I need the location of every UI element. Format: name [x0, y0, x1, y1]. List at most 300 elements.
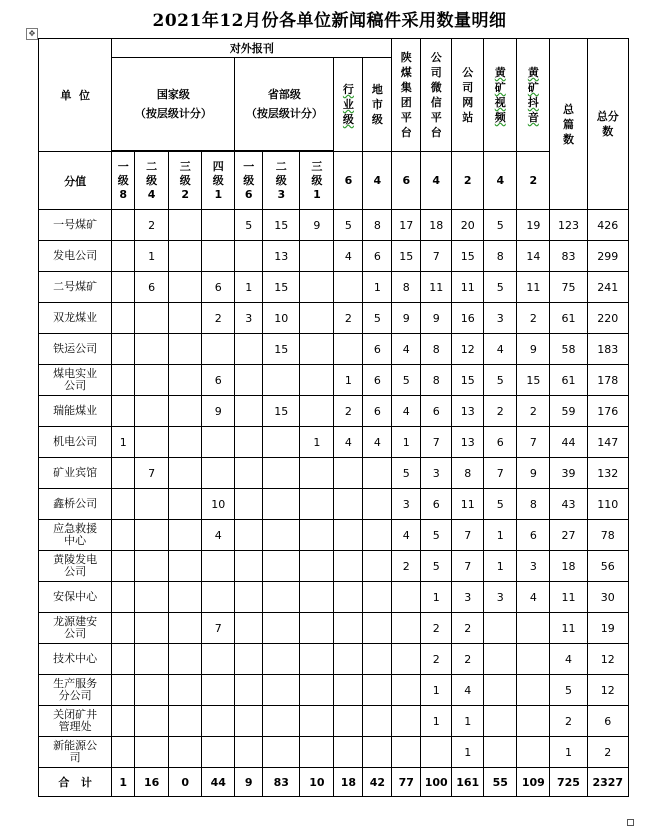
value-cell: 78: [587, 520, 628, 551]
unit-name-cell: 铁运公司: [39, 334, 112, 365]
value-cell: [392, 737, 421, 768]
value-cell: [484, 675, 517, 706]
value-cell: [300, 706, 334, 737]
value-cell: [334, 675, 363, 706]
table-resize-handle[interactable]: [627, 819, 634, 826]
total-cell: 2327: [587, 768, 628, 797]
value-cell: [135, 303, 169, 334]
value-cell: [112, 489, 135, 520]
value-cell: 1: [363, 272, 392, 303]
value-cell: [135, 675, 169, 706]
shaanmei-header: 陕 煤 集 团 平 台: [392, 39, 421, 152]
value-cell: [484, 737, 517, 768]
score-cell: 4: [484, 152, 517, 210]
score-cell: 四 级 1: [202, 152, 235, 210]
score-cell: 二 级 3: [263, 152, 300, 210]
value-cell: 183: [587, 334, 628, 365]
value-cell: 3: [421, 458, 452, 489]
value-cell: 3: [484, 582, 517, 613]
value-cell: 2: [202, 303, 235, 334]
provincial-header: 省部级 （按层级计分）: [235, 58, 334, 151]
value-cell: [263, 644, 300, 675]
value-cell: [169, 334, 202, 365]
value-cell: 110: [587, 489, 628, 520]
value-cell: [169, 737, 202, 768]
value-cell: [169, 365, 202, 396]
score-cell: 6: [392, 152, 421, 210]
value-cell: 2: [587, 737, 628, 768]
value-cell: 220: [587, 303, 628, 334]
value-cell: 2: [334, 396, 363, 427]
value-cell: [392, 582, 421, 613]
value-cell: [169, 489, 202, 520]
value-cell: [300, 613, 334, 644]
table-row: [39, 210, 629, 241]
value-cell: [135, 334, 169, 365]
value-cell: [300, 334, 334, 365]
value-cell: [235, 520, 263, 551]
value-cell: [263, 737, 300, 768]
total-label: 合 计: [39, 768, 112, 797]
table-row: [39, 241, 629, 272]
value-cell: 6: [363, 241, 392, 272]
total-cell: 0: [169, 768, 202, 797]
value-cell: 4: [392, 334, 421, 365]
value-cell: 123: [550, 210, 587, 241]
value-cell: 3: [452, 582, 484, 613]
value-cell: 7: [484, 458, 517, 489]
unit-name-cell: 安保中心: [39, 582, 112, 613]
value-cell: 6: [587, 706, 628, 737]
value-cell: 4: [363, 427, 392, 458]
score-cell: 三 级 2: [169, 152, 202, 210]
value-cell: 176: [587, 396, 628, 427]
value-cell: 4: [550, 644, 587, 675]
value-cell: 6: [363, 365, 392, 396]
value-cell: [363, 582, 392, 613]
value-cell: [263, 551, 300, 582]
score-cell: 一 级 8: [112, 152, 135, 210]
value-cell: 13: [263, 241, 300, 272]
value-cell: [334, 551, 363, 582]
value-cell: [235, 675, 263, 706]
value-cell: [169, 396, 202, 427]
table-row: [39, 520, 629, 551]
value-cell: [300, 644, 334, 675]
value-cell: 2: [135, 210, 169, 241]
value-cell: [363, 613, 392, 644]
table-row: [39, 334, 629, 365]
value-cell: 83: [550, 241, 587, 272]
value-cell: [334, 737, 363, 768]
value-cell: 7: [517, 427, 550, 458]
value-cell: 7: [421, 241, 452, 272]
unit-name-cell: 煤电实业 公司: [39, 365, 112, 396]
value-cell: 426: [587, 210, 628, 241]
value-cell: 7: [202, 613, 235, 644]
value-cell: [263, 675, 300, 706]
value-cell: 8: [517, 489, 550, 520]
table-row: [39, 582, 629, 613]
value-cell: 6: [363, 334, 392, 365]
value-cell: [392, 706, 421, 737]
value-cell: [169, 272, 202, 303]
value-cell: [202, 458, 235, 489]
value-cell: 8: [363, 210, 392, 241]
value-cell: [135, 582, 169, 613]
industry-header: 行 业 级: [334, 58, 363, 152]
value-cell: [517, 675, 550, 706]
unit-name-cell: 黄陵发电 公司: [39, 551, 112, 582]
table-row: [39, 737, 629, 768]
total-count-header: 总 篇 数: [550, 39, 587, 210]
value-cell: 4: [202, 520, 235, 551]
value-cell: 16: [452, 303, 484, 334]
value-cell: [235, 613, 263, 644]
value-cell: 13: [452, 396, 484, 427]
value-cell: 2: [452, 644, 484, 675]
value-cell: [235, 241, 263, 272]
value-cell: 6: [202, 365, 235, 396]
value-cell: [202, 737, 235, 768]
value-cell: [112, 737, 135, 768]
table-move-handle-icon[interactable]: ✥: [26, 28, 38, 40]
value-cell: 5: [484, 489, 517, 520]
value-cell: [363, 520, 392, 551]
value-cell: [235, 427, 263, 458]
value-cell: [421, 737, 452, 768]
table-row: [39, 396, 629, 427]
value-cell: 5: [484, 365, 517, 396]
value-cell: [300, 365, 334, 396]
score-row: [39, 152, 629, 210]
value-cell: [112, 644, 135, 675]
value-cell: 2: [334, 303, 363, 334]
value-cell: [112, 706, 135, 737]
value-cell: 9: [300, 210, 334, 241]
external-header: 对外报刊: [112, 39, 392, 58]
score-cell: 2: [452, 152, 484, 210]
score-row-label: 分值: [39, 152, 112, 210]
value-cell: [334, 706, 363, 737]
value-cell: [202, 241, 235, 272]
total-cell: 44: [202, 768, 235, 797]
value-cell: [235, 706, 263, 737]
value-cell: [300, 520, 334, 551]
unit-name-cell: 瑞能煤业: [39, 396, 112, 427]
value-cell: [517, 613, 550, 644]
value-cell: [235, 334, 263, 365]
value-cell: 3: [517, 551, 550, 582]
value-cell: [300, 241, 334, 272]
value-cell: 10: [263, 303, 300, 334]
value-cell: [135, 489, 169, 520]
table-row: [39, 489, 629, 520]
value-cell: 1: [452, 706, 484, 737]
video-header: 黄 矿 视 频: [484, 39, 517, 152]
value-cell: 9: [421, 303, 452, 334]
value-cell: 14: [517, 241, 550, 272]
unit-name-cell: 关闭矿井 管理处: [39, 706, 112, 737]
value-cell: [202, 644, 235, 675]
value-cell: 15: [263, 396, 300, 427]
total-cell: 725: [550, 768, 587, 797]
value-cell: 6: [517, 520, 550, 551]
value-cell: [392, 675, 421, 706]
value-cell: [112, 241, 135, 272]
value-cell: 6: [484, 427, 517, 458]
value-cell: 4: [452, 675, 484, 706]
value-cell: [334, 613, 363, 644]
value-cell: 1: [421, 582, 452, 613]
value-cell: [112, 520, 135, 551]
wechat-header: 公 司 微 信 平 台: [421, 39, 452, 152]
value-cell: 9: [392, 303, 421, 334]
value-cell: [363, 551, 392, 582]
value-cell: [202, 675, 235, 706]
value-cell: [169, 613, 202, 644]
value-cell: 132: [587, 458, 628, 489]
value-cell: 5: [484, 210, 517, 241]
value-cell: [300, 737, 334, 768]
value-cell: [263, 706, 300, 737]
value-cell: 4: [334, 241, 363, 272]
value-cell: 2: [517, 303, 550, 334]
value-cell: [235, 737, 263, 768]
value-cell: 2: [421, 613, 452, 644]
value-cell: 7: [452, 551, 484, 582]
total-cell: 161: [452, 768, 484, 797]
unit-name-cell: 发电公司: [39, 241, 112, 272]
value-cell: [112, 334, 135, 365]
value-cell: 6: [363, 396, 392, 427]
value-cell: [334, 644, 363, 675]
table-row: [39, 706, 629, 737]
value-cell: 59: [550, 396, 587, 427]
value-cell: [135, 644, 169, 675]
value-cell: [112, 303, 135, 334]
value-cell: [112, 551, 135, 582]
value-cell: 2: [484, 396, 517, 427]
value-cell: 11: [452, 489, 484, 520]
value-cell: 1: [550, 737, 587, 768]
value-cell: 8: [452, 458, 484, 489]
value-cell: [300, 272, 334, 303]
value-cell: [334, 272, 363, 303]
page-title: 2021年12月份各单位新闻稿件采用数量明细: [152, 11, 507, 31]
value-cell: [135, 737, 169, 768]
value-cell: 11: [452, 272, 484, 303]
unit-name-cell: 矿业宾馆: [39, 458, 112, 489]
value-cell: [135, 706, 169, 737]
value-cell: [263, 613, 300, 644]
value-cell: 8: [421, 334, 452, 365]
table-row: [39, 644, 629, 675]
value-cell: 1: [421, 675, 452, 706]
value-cell: 18: [550, 551, 587, 582]
value-cell: 12: [587, 675, 628, 706]
value-cell: [363, 737, 392, 768]
value-cell: [363, 458, 392, 489]
value-cell: [392, 644, 421, 675]
value-cell: 5: [334, 210, 363, 241]
value-cell: 15: [452, 241, 484, 272]
value-cell: 15: [392, 241, 421, 272]
total-cell: 83: [263, 768, 300, 797]
table-row: [39, 675, 629, 706]
value-cell: [235, 644, 263, 675]
value-cell: [202, 427, 235, 458]
score-cell: 三 级 1: [300, 152, 334, 210]
value-cell: 5: [392, 458, 421, 489]
value-cell: 44: [550, 427, 587, 458]
value-cell: 4: [334, 427, 363, 458]
value-cell: 27: [550, 520, 587, 551]
score-cell: 4: [421, 152, 452, 210]
value-cell: 1: [112, 427, 135, 458]
value-cell: [135, 427, 169, 458]
table-row: [39, 272, 629, 303]
value-cell: 61: [550, 365, 587, 396]
value-cell: [334, 582, 363, 613]
value-cell: [517, 737, 550, 768]
value-cell: 8: [392, 272, 421, 303]
value-cell: [263, 489, 300, 520]
value-cell: [112, 272, 135, 303]
unit-name-cell: 生产服务 分公司: [39, 675, 112, 706]
value-cell: [169, 241, 202, 272]
value-cell: [202, 706, 235, 737]
value-cell: 15: [452, 365, 484, 396]
value-cell: 11: [517, 272, 550, 303]
total-score-header: 总分 数: [587, 39, 628, 210]
value-cell: [235, 396, 263, 427]
value-cell: [235, 582, 263, 613]
total-cell: 1: [112, 768, 135, 797]
value-cell: [300, 396, 334, 427]
unit-name-cell: 二号煤矿: [39, 272, 112, 303]
value-cell: 30: [587, 582, 628, 613]
value-cell: 1: [334, 365, 363, 396]
value-cell: [300, 303, 334, 334]
value-cell: [169, 303, 202, 334]
unit-name-cell: 一号煤矿: [39, 210, 112, 241]
value-cell: 19: [517, 210, 550, 241]
value-cell: 10: [202, 489, 235, 520]
value-cell: [169, 675, 202, 706]
total-cell: 109: [517, 768, 550, 797]
value-cell: 15: [263, 210, 300, 241]
value-cell: [334, 489, 363, 520]
value-cell: 75: [550, 272, 587, 303]
value-cell: [263, 582, 300, 613]
value-cell: [112, 458, 135, 489]
value-cell: 5: [392, 365, 421, 396]
value-cell: [363, 706, 392, 737]
value-cell: 5: [421, 520, 452, 551]
value-cell: 178: [587, 365, 628, 396]
total-cell: 100: [421, 768, 452, 797]
unit-name-cell: 龙源建安 公司: [39, 613, 112, 644]
website-header: 公 司 网 站: [452, 39, 484, 152]
value-cell: 3: [484, 303, 517, 334]
value-cell: 11: [550, 582, 587, 613]
value-cell: 58: [550, 334, 587, 365]
value-cell: [112, 365, 135, 396]
value-cell: [235, 365, 263, 396]
value-cell: [169, 458, 202, 489]
value-cell: 11: [550, 613, 587, 644]
value-cell: [363, 644, 392, 675]
value-cell: 147: [587, 427, 628, 458]
total-cell: 9: [235, 768, 263, 797]
value-cell: [235, 551, 263, 582]
value-cell: 2: [517, 396, 550, 427]
value-cell: 12: [452, 334, 484, 365]
value-cell: 9: [202, 396, 235, 427]
value-cell: 299: [587, 241, 628, 272]
value-cell: 15: [263, 334, 300, 365]
value-cell: 39: [550, 458, 587, 489]
value-cell: 13: [452, 427, 484, 458]
value-cell: [484, 613, 517, 644]
value-cell: [263, 427, 300, 458]
value-cell: [112, 675, 135, 706]
value-cell: 11: [421, 272, 452, 303]
table-row: [39, 427, 629, 458]
value-cell: 6: [421, 396, 452, 427]
local-header: 地 市 级: [363, 58, 392, 152]
value-cell: [169, 582, 202, 613]
value-cell: [135, 551, 169, 582]
value-cell: [235, 458, 263, 489]
value-cell: 20: [452, 210, 484, 241]
value-cell: 9: [517, 458, 550, 489]
value-cell: [334, 334, 363, 365]
unit-name-cell: 应急救援 中心: [39, 520, 112, 551]
total-cell: 77: [392, 768, 421, 797]
unit-name-cell: 机电公司: [39, 427, 112, 458]
value-cell: [334, 458, 363, 489]
value-cell: 5: [421, 551, 452, 582]
value-cell: 9: [517, 334, 550, 365]
value-cell: 5: [550, 675, 587, 706]
value-cell: 1: [235, 272, 263, 303]
value-cell: [263, 365, 300, 396]
value-cell: [112, 582, 135, 613]
value-cell: [135, 520, 169, 551]
value-cell: 5: [235, 210, 263, 241]
value-cell: [363, 489, 392, 520]
unit-header: 单 位: [39, 39, 112, 152]
value-cell: [484, 644, 517, 675]
value-cell: 1: [484, 551, 517, 582]
value-cell: 1: [452, 737, 484, 768]
unit-name-cell: 鑫桥公司: [39, 489, 112, 520]
score-cell: 2: [517, 152, 550, 210]
value-cell: [202, 210, 235, 241]
value-cell: [202, 334, 235, 365]
value-cell: 8: [484, 241, 517, 272]
douyin-header: 黄 矿 抖 音: [517, 39, 550, 152]
value-cell: 4: [392, 520, 421, 551]
value-cell: 56: [587, 551, 628, 582]
value-cell: 3: [235, 303, 263, 334]
score-cell: 一 级 6: [235, 152, 263, 210]
score-cell: 6: [334, 152, 363, 210]
value-cell: [112, 396, 135, 427]
table-row: [39, 551, 629, 582]
